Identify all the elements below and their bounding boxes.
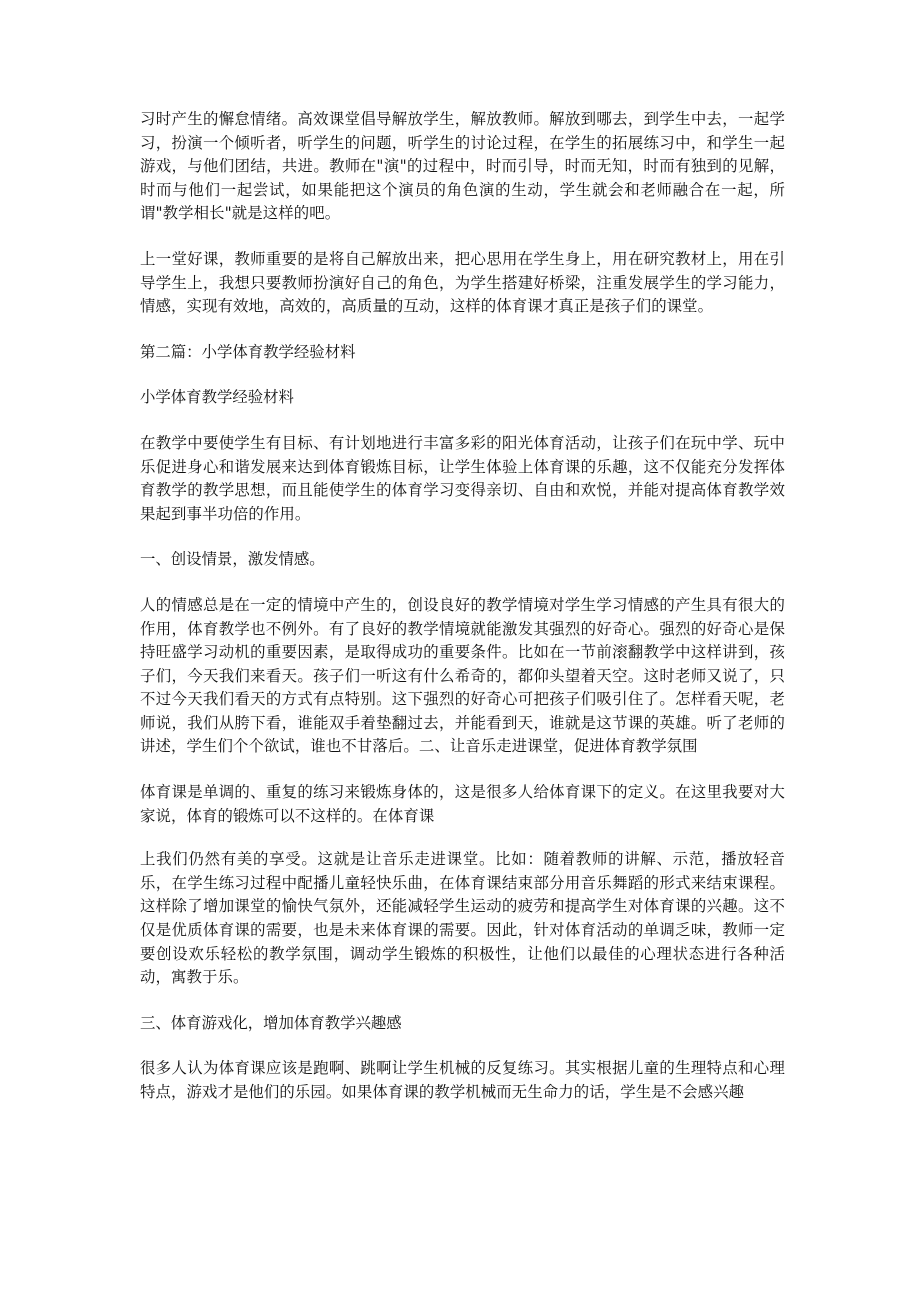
heading-section-one: 一、创设情景，激发情感。 xyxy=(140,550,325,569)
heading-section-three: 三、体育游戏化，增加体育教学兴趣感 xyxy=(140,1013,402,1032)
paragraph-music-detail: 上我们仍然有美的享受。这就是让音乐走进课堂。比如：随着教师的讲解、示范，播放轻音乐，在学生练习过程中配播儿童轻快乐曲，在体育课结束部分用音乐舞蹈的形式来结束课程。这样除了增加课堂的愉快气氛外，还能减轻学生运动的疲劳和提高学生对体育课的兴趣。这不仅是优质体育课的需要，也是未来体育课的需要。因此，针对体育活动的单调乏味，教师一定要创设欢乐轻松的教学氛围，调动学生锻炼的积极性，让他们以最佳的心理状态进行各种活动，寓教于乐。 xyxy=(140,850,785,987)
paragraph-emotion-context: 人的情感总是在一定的情境中产生的，创设良好的教学情境对学生学习情感的产生具有很大的作用，体育教学也不例外。有了良好的教学情境就能激发其强烈的好奇心。强烈的好奇心是保持旺盛学习动机的重要因素，是取得成功的重要条件。比如在一节前滚翻教学中这样讲到，孩子们，今天我们来看天。孩子们一听这有什么希奇的，都仰头望着天空。这时老师又说了，只不过今天我们看天的方式有点特别。这下强烈的好奇心可把孩子们吸引住了。怎样看天呢，老师说，我们从胯下看，谁能双手着垫翻过去，并能看到天，谁就是这节课的英雄。听了老师的讲述，学生们个个欲试，谁也不甘落后。二、让音乐走进课堂，促进体育教学氛围 xyxy=(140,595,785,756)
paragraph-intro-continuation: 习时产生的懈怠情绪。高效课堂倡导解放学生，解放教师。解放到哪去，到学生中去，一起学习，扮演一个倾听者，听学生的问题，听学生的讨论过程，在学生的拓展练习中，和学生一起游戏，与他们团结，共进。教师在"演"的过程中，时而引导，时而无知，时而有独到的见解，时而与他们一起尝试，如果能把这个演员的角色演的生动，学生就会和老师融合在一起，所谓"教学相长"就是这样的吧。 xyxy=(140,110,785,223)
document-title: 小学体育教学经验材料 xyxy=(140,388,294,407)
section-heading-part-two: 第二篇：小学体育教学经验材料 xyxy=(140,342,356,361)
paragraph-overview: 在教学中要使学生有目标、有计划地进行丰富多彩的阳光体育活动，让孩子们在玩中学、玩中乐促进身心和谐发展来达到体育锻炼目标，让学生体验上体育课的乐趣，这不仅能充分发挥体育教学的教学思想，而且能使学生的体育学习变得亲切、自由和欢悦，并能对提高体育教学效果起到事半功倍的作用。 xyxy=(140,433,785,523)
paragraph-good-lesson: 上一堂好课，教师重要的是将自己解放出来，把心思用在学生身上，用在研究教材上，用在引导学生上，我想只要教师扮演好自己的角色，为学生搭建好桥梁，注重发展学生的学习能力，情感，实现有效地，高效的，高质量的互动，这样的体育课才真正是孩子们的课堂。 xyxy=(140,249,785,316)
document-page xyxy=(140,108,785,1127)
paragraph-music-intro: 体育课是单调的、重复的练习来锻炼身体的，这是很多人给体育课下的定义。在这里我要对大家说，体育的锻炼可以不这样的。在体育课 xyxy=(140,783,785,825)
paragraph-games: 很多人认为体育课应该是跑啊、跳啊让学生机械的反复练习。其实根据儿童的生理特点和心理特点，游戏才是他们的乐园。如果体育课的教学机械而无生命力的话，学生是不会感兴趣 xyxy=(140,1059,785,1101)
